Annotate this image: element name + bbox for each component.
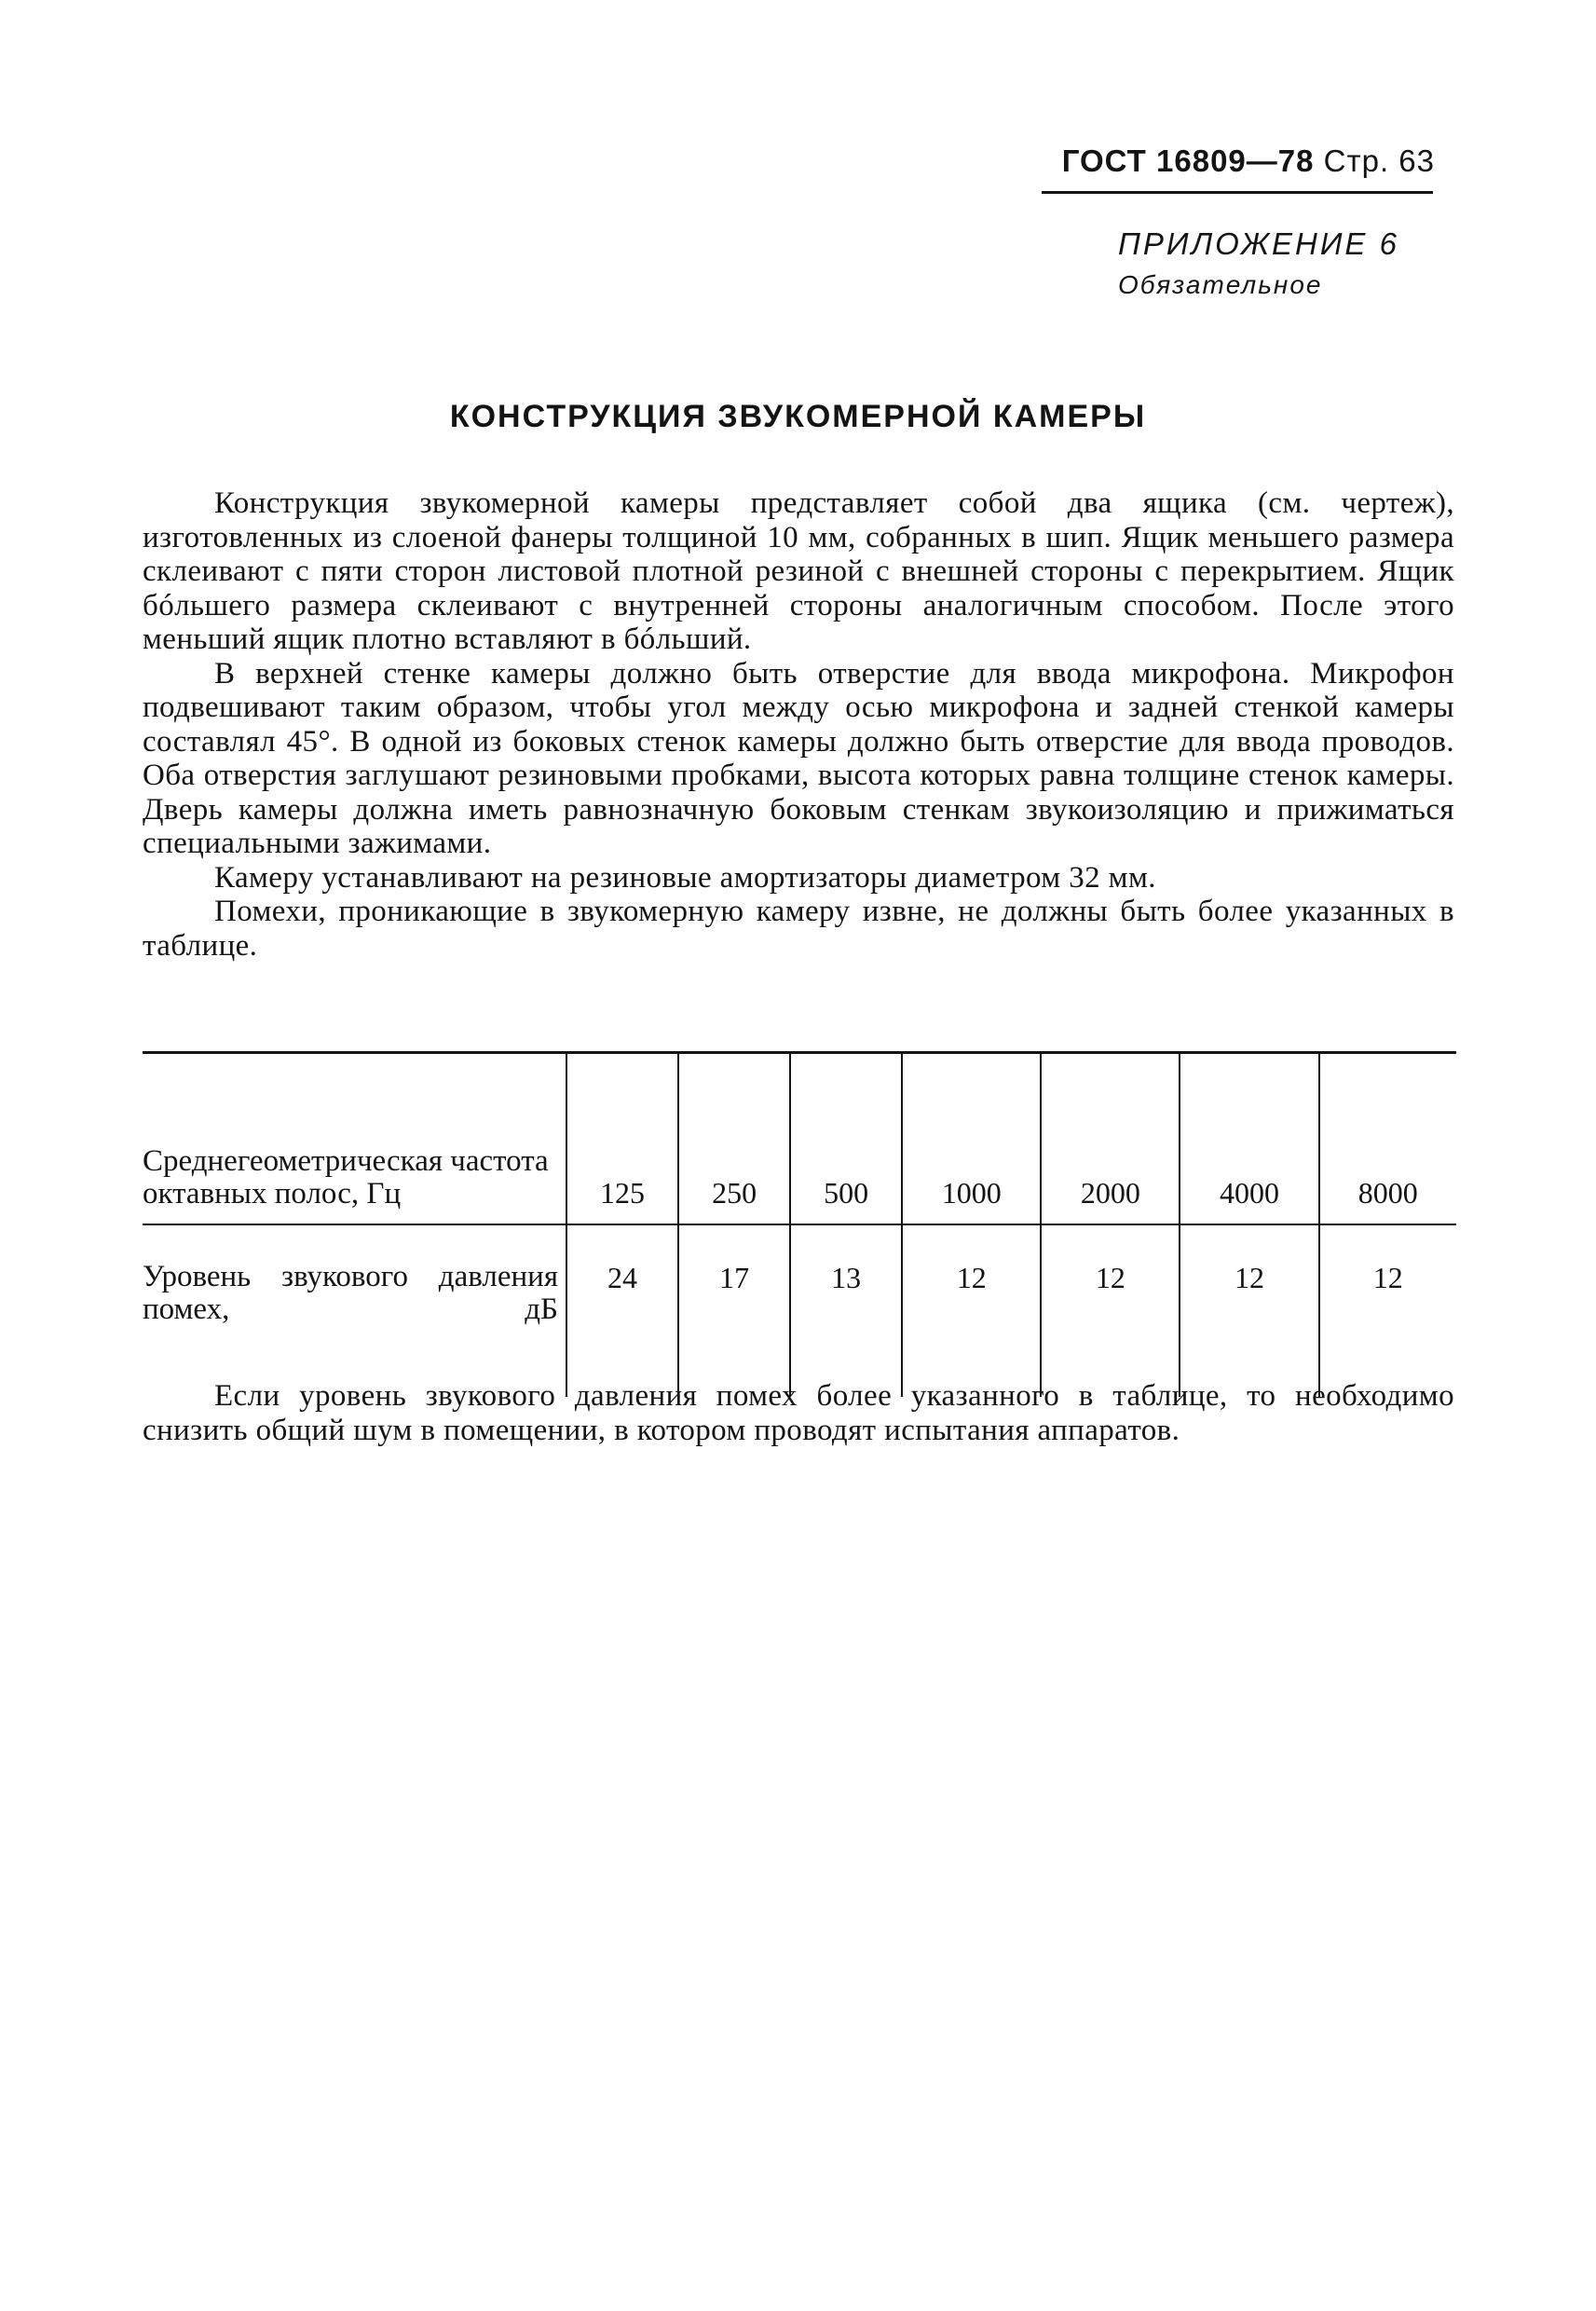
noise-level-table <box>143 1054 1456 1397</box>
level-cell: 12 <box>1319 1224 1456 1397</box>
appendix-status: Обязательное <box>1118 270 1323 299</box>
level-cell: 12 <box>1180 1224 1318 1397</box>
level-cell: 12 <box>902 1224 1041 1397</box>
appendix-title: ПРИЛОЖЕНИЕ 6 <box>1118 226 1399 261</box>
level-cell: 24 <box>566 1224 678 1397</box>
frequency-cell: 2000 <box>1041 1054 1180 1224</box>
closing-text <box>143 1379 1454 1447</box>
paragraph-openings: В верхней стенке камеры должно быть отверстие для ввода микрофона. Микрофон подвешивают таким образом, чтобы угол между осью микрофона и задней стенкой камеры составлял 45°. В одной из боковых стенок камеры должно быть отверстие для ввода проводов. Оба отверстия заглушают резиновыми пробками, высота которых равна толщине стенок камеры. Дверь камеры должна иметь равнозначную боковым стенкам звукоизоляцию и прижиматься специальными зажимами. <box>143 656 1454 860</box>
frequency-cell: 4000 <box>1180 1054 1318 1224</box>
noise-table <box>143 1051 1456 1397</box>
level-label: Уровень звукового давления помех, дБ <box>143 1260 558 1326</box>
level-cell: 17 <box>678 1224 790 1397</box>
frequency-cell: 125 <box>566 1054 678 1224</box>
paragraph-construction: Конструкция звукомерной камеры представляет собой два ящика (см. чертеж), изготовленных из слоеной фанеры толщиной 10 мм, собранных в шип. Ящик меньшего размера склеивают с пяти сторон листовой плотной резиной с внешней стороны с перекрытием. Ящик бóльшего размера склеивают с внутренней стороны аналогичным способом. После этого меньший ящик плотно вставляют в бóльший. <box>143 486 1454 656</box>
table-row-frequency <box>143 1054 1456 1224</box>
appendix-block <box>1118 224 1435 306</box>
frequency-cell: 500 <box>790 1054 902 1224</box>
frequency-cell: 1000 <box>902 1054 1041 1224</box>
standard-number: ГОСТ 16809—78 <box>1061 144 1315 178</box>
page-number: Стр. 63 <box>1323 144 1435 178</box>
paragraph-closing: Если уровень звукового давления помех более указанного в таблице, то необходимо снизить общий шум в помещении, в котором проводят испытания аппаратов. <box>143 1379 1454 1447</box>
frequency-cell: 8000 <box>1319 1054 1456 1224</box>
paragraph-interference: Помехи, проникающие в звукомерную камеру извне, не должны быть более указанных в таблице. <box>143 895 1454 963</box>
table-row-level <box>143 1224 1456 1397</box>
section-title: КОНСТРУКЦИЯ ЗВУКОМЕРНОЙ КАМЕРЫ <box>449 399 1147 434</box>
level-cell: 13 <box>790 1224 902 1397</box>
body-text <box>143 486 1454 963</box>
frequency-cell: 250 <box>678 1054 790 1224</box>
page-header <box>1044 144 1435 179</box>
level-cell: 12 <box>1041 1224 1180 1397</box>
frequency-label: Среднегеометрическая частота октавных полос, Гц <box>143 1054 566 1224</box>
header-rule <box>1042 191 1433 194</box>
paragraph-shock-absorbers: Камеру устанавливают на резиновые амортизаторы диаметром 32 мм. <box>214 860 1156 895</box>
